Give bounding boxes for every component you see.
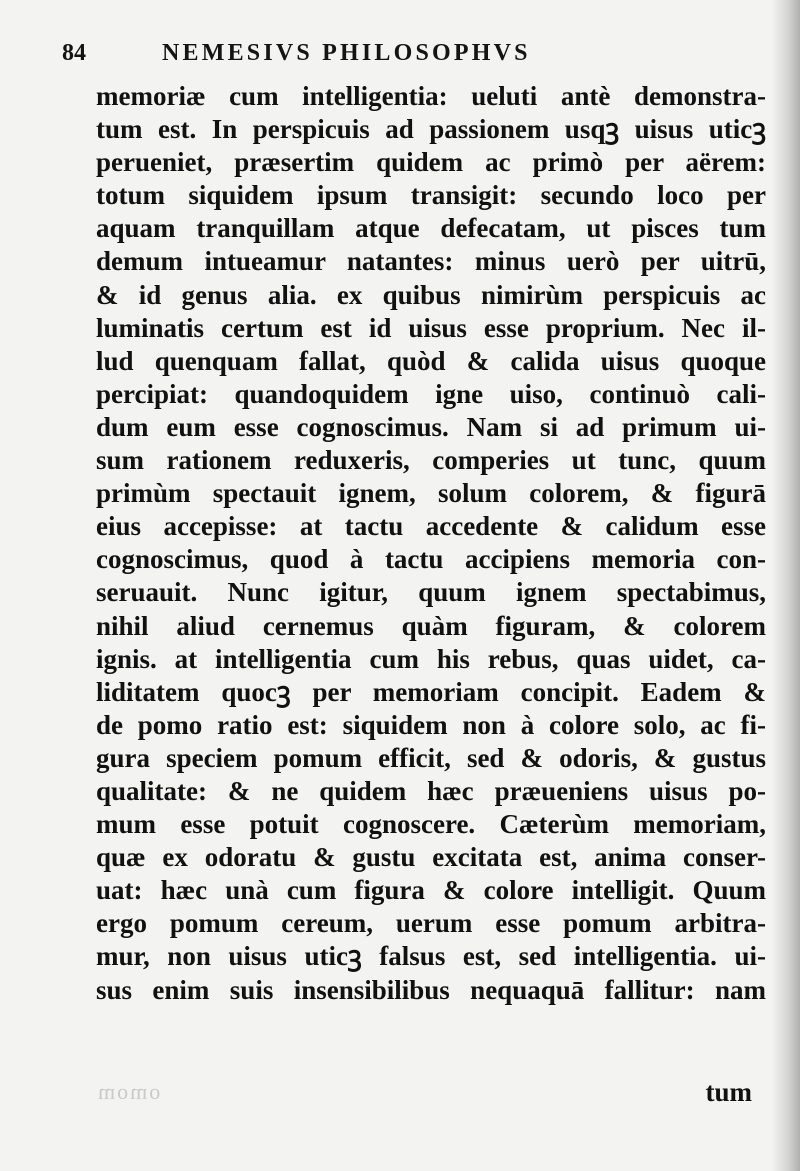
text-line: perueniet, præsertim quidem ac primò per aërem:	[96, 147, 766, 178]
body-text	[96, 80, 766, 1007]
catchword: tum	[705, 1077, 752, 1107]
text-line: primùm spectauit ignem, solum colorem, & figurā	[96, 478, 766, 509]
page-footer	[96, 1077, 752, 1111]
text-line: quæ ex odoratu & gustu excitata est, anima conser-	[96, 842, 766, 873]
text-line: qualitate: & ne quidem hæc præueniens uisus po-	[96, 775, 766, 806]
text-line: liditatem quocꝫ per memoriam concipit. Eadem &	[96, 676, 766, 707]
text-line: uat: hæc unà cum figura & colore intelligit. Quum	[96, 875, 766, 906]
text-line: seruauit. Nunc igitur, quum ignem spectabimus,	[96, 577, 766, 608]
text-line: totum siquidem ipsum transigit: secundo loco per	[96, 180, 766, 211]
text-line: aquam tranquillam atque defecatam, ut pisces tum	[96, 213, 766, 244]
text-line: cognoscimus, quod à tactu accipiens memoria con-	[96, 544, 766, 575]
text-line: nihil aliud cernemus quàm figuram, & colorem	[96, 610, 766, 641]
page-gutter-shadow	[772, 0, 800, 1171]
text-line: dum eum esse cognoscimus. Nam si ad primum ui-	[96, 411, 766, 442]
text-line: gura speciem pomum efficit, sed & odoris, & gustus	[96, 742, 766, 773]
text-line: sum rationem reduxeris, comperies ut tunc, quum	[96, 445, 766, 476]
text-line: demum intueamur natantes: minus uerò per uitrū,	[96, 246, 766, 277]
text-line: percipiat: quandoquidem igne uiso, continuò cali-	[96, 378, 766, 409]
bleed-through-text: omom	[96, 1079, 161, 1104]
text-line: ignis. at intelligentia cum his rebus, quas uidet, ca-	[96, 643, 766, 674]
text-line: sus enim suis insensibilibus nequaquā fallitur: nam	[96, 974, 766, 1005]
text-line: memoriæ cum intelligentia: ueluti antè demonstra-	[96, 81, 766, 111]
text-line: tum est. In perspicuis ad passionem usqꝫ uisus uticꝫ	[96, 114, 766, 145]
text-line: ergo pomum cereum, uerum esse pomum arbitra-	[96, 908, 766, 939]
page-header	[62, 38, 702, 74]
text-line: luminatis certum est id uisus esse proprium. Nec il-	[96, 312, 766, 343]
page-number: 84	[62, 40, 86, 66]
running-head: NEMESIVS PHILOSOPHVS	[162, 40, 531, 66]
text-line: & id genus alia. ex quibus nimirùm perspicuis ac	[96, 279, 766, 310]
text-line: eius accepisse: at tactu accedente & calidum esse	[96, 511, 766, 542]
text-line: mum esse potuit cognoscere. Cæterùm memoriam,	[96, 809, 766, 840]
text-line: lud quenquam fallat, quòd & calida uisus quoque	[96, 345, 766, 376]
text-line: mur, non uisus uticꝫ falsus est, sed intelligentia. ui-	[96, 941, 766, 972]
text-line: de pomo ratio est: siquidem non à colore solo, ac fi-	[96, 709, 766, 740]
